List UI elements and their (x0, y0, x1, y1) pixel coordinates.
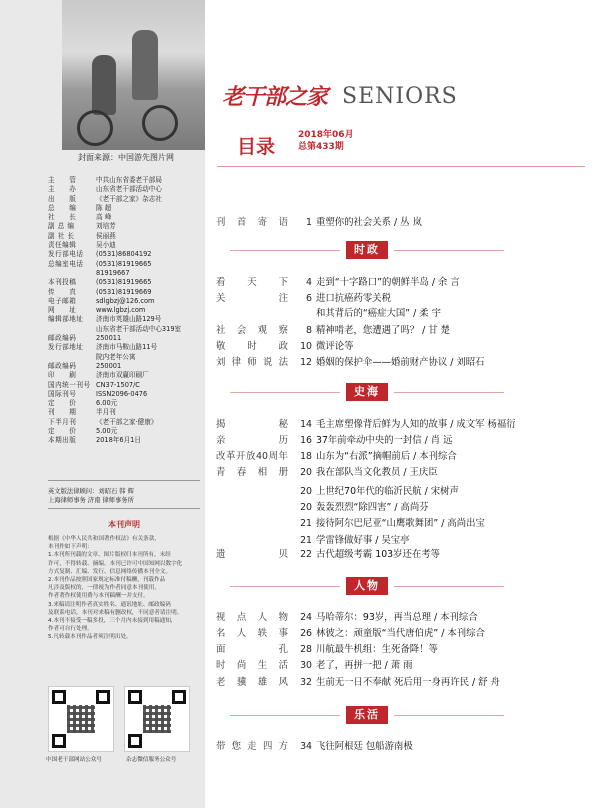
page-number: 20 (300, 502, 312, 513)
toc-title: 目录 (237, 136, 276, 158)
masthead-info (48, 176, 200, 446)
toc-entry[interactable] (216, 485, 591, 499)
notice-body (48, 535, 198, 642)
qr-caption: 中国老干部网站公众号 (46, 757, 102, 763)
legal-advisor (48, 487, 134, 505)
page-number: 6 (306, 293, 312, 304)
qr-finder (128, 734, 142, 748)
masthead-value: 81919667 (96, 268, 130, 277)
section-header-s1: 时政 (346, 241, 388, 259)
article-title: 进口抗癌药零关税 (316, 293, 392, 304)
masthead-value: 陈 超 (96, 203, 112, 212)
divider (217, 166, 585, 167)
column-name: 名人轶事 (216, 628, 288, 639)
masthead-key: 编辑部地址 (48, 315, 84, 324)
masthead-key: 定 价 (48, 427, 77, 436)
article-title: 37年前牵动中央的一封信 / 肖 远 (316, 435, 453, 446)
notice-line: 4.本刊不接受一稿多投，三个月内未接到用稿通知， (48, 618, 177, 625)
masthead-row (48, 288, 200, 297)
notice-line: 作者著作权使用费与本刊稿酬一并支付。 (48, 593, 149, 600)
agency-line: 上海律师事务 济南 律师事务所 (48, 497, 134, 504)
page-number: 10 (300, 341, 312, 352)
qr-finder (52, 734, 66, 748)
column-name: 青春相册 (216, 467, 288, 478)
masthead-value: 山东省老干部活动中心 (96, 185, 162, 194)
masthead-key: 邮政编码 (48, 334, 77, 343)
notice-line: 凡涉及版权的，一律视为作者同意本刊使用， (48, 585, 160, 592)
masthead-key (48, 325, 96, 334)
sidebar (0, 0, 205, 808)
masthead-row (48, 325, 200, 334)
column-name: 面孔 (216, 644, 288, 655)
page-number: 32 (300, 677, 312, 688)
notice-line: 许可，不得转载、摘编。本刊已许可中国知网以数字化 (48, 560, 183, 567)
divider (48, 480, 200, 481)
masthead-row (48, 297, 200, 306)
notice-title: 本刊声明 (108, 520, 140, 529)
section-header-s2: 史海 (346, 383, 388, 401)
masthead-row (48, 315, 200, 324)
masthead-key: 定 价 (48, 399, 77, 408)
page-number: 8 (306, 325, 312, 336)
masthead-row (48, 418, 200, 427)
masthead-value: 2018年6月1日 (96, 436, 141, 445)
column-name: 刊首寄语 (216, 217, 288, 228)
toc-entry[interactable] (216, 307, 591, 321)
issue-number: 总第433期 (298, 142, 344, 152)
column-name: 老骥雄风 (216, 677, 288, 688)
masthead-key (48, 353, 96, 362)
issue-info (298, 129, 354, 153)
article-title: 和其背后的“癌症大国” / 柔 宇 (316, 308, 441, 319)
page-number: 24 (300, 612, 312, 623)
page-number: 28 (300, 644, 312, 655)
notice-line: 作者可自行处理。 (48, 626, 93, 633)
toc-entry[interactable] (216, 517, 591, 531)
article-title: 生前无一日不奉献 死后用一身再许民 / 舒 舟 (316, 677, 500, 688)
cyclist-man (92, 55, 116, 115)
masthead-key: 网 址 (48, 306, 77, 315)
toc-entry[interactable] (216, 434, 591, 448)
masthead-value: 济南市马鞍山路11号 (96, 343, 158, 352)
toc-entry[interactable] (216, 501, 591, 515)
toc-entry[interactable] (216, 643, 591, 657)
masthead-value: 院内老年公寓 (96, 352, 136, 361)
qr-modules (67, 705, 95, 733)
masthead-key: 社 长 (48, 213, 77, 222)
toc-entry[interactable] (216, 276, 591, 290)
toc-entry[interactable] (216, 466, 591, 480)
article-title: 轰轰烈烈“除四害” / 高尚芬 (316, 502, 429, 513)
masthead-value: sdlgbzj@126.com (96, 296, 155, 305)
page-number: 21 (300, 535, 312, 546)
masthead-row (48, 222, 200, 231)
masthead-row (48, 278, 200, 287)
masthead-row (48, 371, 200, 380)
masthead-key: 本期出版 (48, 436, 77, 445)
toc-entry[interactable] (216, 216, 591, 230)
qr-finder (128, 690, 142, 704)
article-title: 重塑你的社会关系 / 丛 岚 (316, 217, 422, 228)
masthead-key (48, 269, 96, 278)
masthead-value: 《老干部之家·健康》 (96, 417, 158, 426)
article-title: 飞往阿根廷 包船游南极 (316, 741, 413, 752)
article-title: 马哈蒂尔：93岁，再当总理 / 本刊综合 (316, 612, 478, 623)
qr-finder (52, 690, 66, 704)
bicycle-wheel (77, 110, 113, 146)
page-number: 14 (300, 419, 312, 430)
toc-entry[interactable] (216, 450, 591, 464)
column-name: 遗贝 (216, 549, 288, 560)
toc-entry[interactable] (216, 676, 591, 690)
masthead-row (48, 213, 200, 222)
page-number: 21 (300, 518, 312, 529)
masthead-row (48, 436, 200, 445)
column-name: 亲历 (216, 435, 288, 446)
column-name: 敬时政 (216, 341, 288, 352)
masthead-row (48, 241, 200, 250)
page-number: 30 (300, 660, 312, 671)
masthead-row (48, 427, 200, 436)
page-number: 20 (300, 486, 312, 497)
masthead-row (48, 260, 200, 269)
masthead-value: CN37-1507/C (96, 380, 140, 389)
article-title: 学雷锋做好事 / 吴宝亭 (316, 535, 410, 546)
masthead-row (48, 176, 200, 185)
qr-finder (96, 690, 110, 704)
masthead-key: 发行部电话 (48, 250, 84, 259)
masthead-row (48, 399, 200, 408)
masthead-value: (0531)81919665 (96, 259, 152, 268)
masthead-value: 高 峰 (96, 213, 112, 222)
masthead-key: 国际刊号 (48, 389, 77, 398)
masthead-row (48, 343, 200, 352)
article-title: 婚姻的保护伞——婚前财产协议 / 刘昭石 (316, 357, 485, 368)
toc-entry[interactable] (216, 627, 591, 641)
masthead-key: 总 编 (48, 203, 77, 212)
masthead-key: 责任编辑 (48, 241, 77, 250)
article-title: 林彼之：顽童版“当代唐伯虎” / 本刊综合 (316, 628, 485, 639)
article-title: 山东为“右派”摘帽前后 / 本刊综合 (316, 451, 457, 462)
page-number: 22 (300, 549, 312, 560)
masthead-row (48, 408, 200, 417)
masthead-key: 主 办 (48, 185, 77, 194)
masthead-row (48, 362, 200, 371)
article-title: 精神啃老，您遭遇了吗？ / 甘 楚 (316, 325, 450, 336)
toc-entry[interactable] (216, 324, 591, 338)
article-title: 微评论等 (316, 341, 354, 352)
article-title: 走到“十字路口”的朝鲜半岛 / 余 言 (316, 277, 460, 288)
masthead-value: 250011 (96, 334, 122, 343)
agency-line: 英文版法律顾问：刘昭石 韩 辉 (48, 488, 134, 495)
masthead-row (48, 232, 200, 241)
masthead-value: (0531)86804192 (96, 250, 152, 259)
masthead-value: ISSN2096-0476 (96, 389, 148, 398)
masthead-value: 济南市双赢印刷厂 (96, 371, 149, 380)
masthead-key: 发行部地址 (48, 343, 84, 352)
qr-code[interactable] (124, 686, 190, 752)
masthead-value: (0531)81919669 (96, 287, 152, 296)
masthead-row (48, 195, 200, 204)
masthead-key: 刊 期 (48, 408, 77, 417)
toc-entry[interactable] (216, 340, 591, 354)
article-title: 毛主席塑像背后鲜为人知的故事 / 成文军 杨福衍 (316, 419, 516, 430)
masthead-row (48, 269, 200, 278)
masthead-key: 邮政编码 (48, 361, 77, 370)
article-title: 老了，再拼一把 / 萧 雨 (316, 660, 413, 671)
masthead-key: 国内统一刊号 (48, 380, 91, 389)
section-header-s3: 人物 (346, 577, 388, 595)
masthead-row (48, 390, 200, 399)
notice-line: 及联系电话，本刊对来稿有删改权，不同意者请注明。 (48, 609, 183, 616)
masthead-value: 6.00元 (96, 399, 118, 408)
page-number: 4 (306, 277, 312, 288)
qr-code[interactable] (48, 686, 114, 752)
masthead-key: 电子邮箱 (48, 296, 77, 305)
notice-line: 5.凡转载本刊作品者须注明出处。 (48, 634, 132, 641)
masthead-key: 总编室电话 (48, 259, 84, 268)
notice-line: 3.来稿请注明作者真实姓名、通讯地址、邮政编码 (48, 601, 171, 608)
masthead-value: www.lgbzj.com (96, 306, 146, 315)
toc-entry[interactable] (216, 356, 591, 370)
masthead-row (48, 353, 200, 362)
page-number: 34 (300, 741, 312, 752)
masthead-key: 副 社 长 (48, 231, 75, 240)
column-name: 社会观察 (216, 325, 288, 336)
masthead-row (48, 204, 200, 213)
toc-entry[interactable] (216, 292, 591, 306)
masthead-value: 半月刊 (96, 408, 116, 417)
masthead-value: 中共山东省委老干部局 (96, 176, 162, 184)
logo-english: SENIORS (342, 84, 458, 109)
notice-line: 1.本刊所刊载的文章、图片版权归本刊所有，未经 (48, 552, 171, 559)
column-name: 揭秘 (216, 419, 288, 430)
page-number: 1 (306, 217, 312, 228)
masthead-key: 副 总 编 (48, 222, 75, 231)
masthead-row (48, 250, 200, 259)
masthead-value: 吴小迪 (96, 241, 116, 250)
notice-line: 方式复制、汇编、发行、信息网络传播本刊全文。 (48, 568, 172, 575)
notice-line: 2.本刊作品按照国家规定标准付稿酬，刊载作品 (48, 577, 166, 584)
issue-date: 2018年06月 (298, 130, 354, 140)
masthead-key: 印 刷 (48, 371, 77, 380)
masthead-value: 5.00元 (96, 427, 118, 436)
masthead-key: 主 管 (48, 176, 77, 184)
column-name: 带您走四方 (216, 741, 288, 752)
masthead-row (48, 185, 200, 194)
toc-entry[interactable] (216, 611, 591, 625)
magazine-logo (222, 80, 458, 111)
toc-entry[interactable] (216, 418, 591, 432)
masthead-value: 250001 (96, 361, 122, 370)
notice-line: 本刊作如下声明： (48, 544, 93, 551)
qr-caption: 杂志微信服务公众号 (126, 757, 177, 763)
article-title: 我在部队当文化教员 / 王庆臣 (316, 467, 438, 478)
column-name: 刘律师说法 (216, 357, 288, 368)
toc-entry[interactable] (216, 659, 591, 673)
column-name: 时尚生活 (216, 660, 288, 671)
article-title: 接待阿尔巴尼亚“山鹰歌舞团” / 高尚出宝 (316, 518, 485, 529)
masthead-key: 下半月刊 (48, 417, 77, 426)
page-number: 18 (300, 451, 312, 462)
bicycle-wheel (142, 105, 178, 141)
article-title: 上世纪70年代的临沂民航 / 宋树声 (316, 486, 459, 497)
masthead-key: 出 版 (48, 194, 77, 203)
qr-finder (172, 690, 186, 704)
section-header-s4: 乐活 (346, 706, 388, 724)
page-number: 20 (300, 467, 312, 478)
cover-photo (62, 0, 205, 150)
column-name: 关注 (216, 293, 288, 304)
masthead-key: 本刊投稿 (48, 278, 77, 287)
toc-entry[interactable] (216, 548, 591, 562)
toc-entry[interactable] (216, 740, 591, 754)
article-title: 川航最牛机组：生死备降！等 (316, 644, 438, 655)
qr-modules (143, 705, 171, 733)
article-title: 古代超级考霸 103岁还在考等 (316, 549, 441, 560)
masthead-key: 传 真 (48, 287, 77, 296)
masthead-row (48, 381, 200, 390)
cover-caption: 封面来源：中国游先图片网 (78, 153, 174, 162)
logo-chinese: 老干部之家 (222, 84, 328, 110)
masthead-row (48, 334, 200, 343)
notice-line: 根据《中华人民共和国著作权法》有关条款， (48, 536, 160, 542)
masthead-value: (0531)81919665 (96, 278, 152, 287)
masthead-value: 《老干部之家》杂志社 (96, 194, 162, 203)
cyclist-woman (132, 30, 158, 100)
masthead-value: 济南市英雄山路129号 (96, 315, 162, 324)
masthead-row (48, 306, 200, 315)
divider (48, 508, 200, 509)
page-number: 26 (300, 628, 312, 639)
masthead-value: 刘培芳 (96, 222, 116, 231)
masthead-value: 山东省老干部活动中心319室 (96, 324, 182, 333)
column-name: 改革开放40周年 (216, 451, 288, 462)
masthead-value: 侯丽燕 (96, 231, 116, 240)
page-number: 12 (300, 357, 312, 368)
page-number: 16 (300, 435, 312, 446)
column-name: 视点人物 (216, 612, 288, 623)
column-name: 看天下 (216, 277, 288, 288)
toc-entry[interactable] (216, 534, 591, 548)
